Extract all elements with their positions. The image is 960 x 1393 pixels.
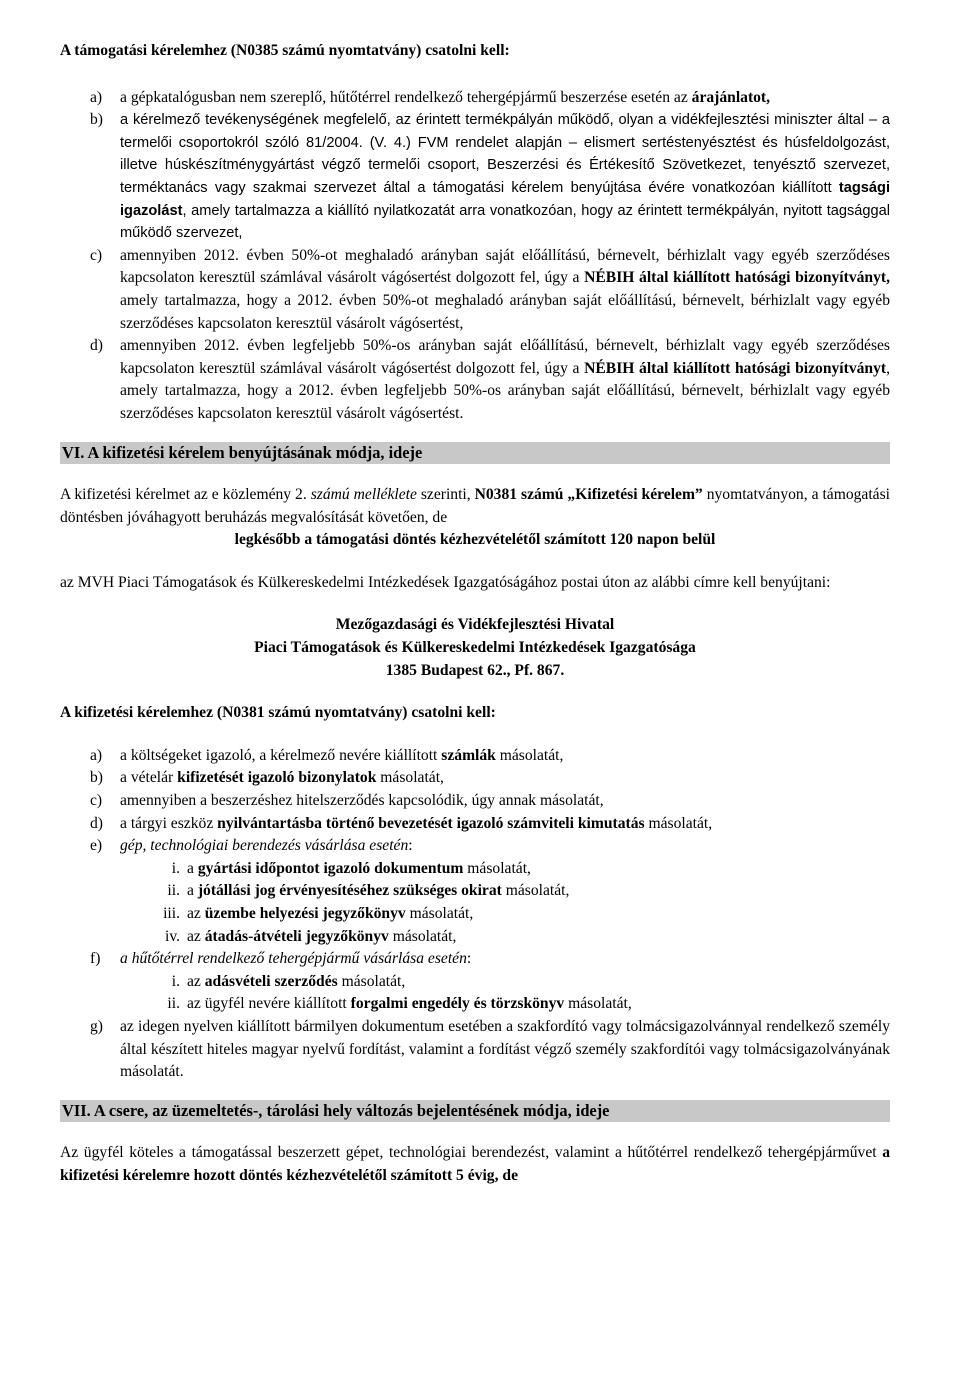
text-run: , amely tartalmazza a kiállító nyilatkozatát arra vonatkozóan, hogy az érintett termékpályán, nyitott tagsággal működő szervezet, <box>120 202 890 242</box>
text-run: a vételár <box>120 769 178 787</box>
list-item-label: b) <box>90 111 103 129</box>
list-item-label: e) <box>90 837 103 855</box>
list-item-text <box>120 245 890 335</box>
text-run: A kifizetési kérelmet az e közlemény 2. <box>60 486 311 504</box>
sub-list-item <box>60 971 890 994</box>
sub-list-item-number: iii. <box>163 905 180 922</box>
list-item <box>60 109 890 245</box>
text-run: átadás-átvételi jegyzőkönyv <box>204 927 389 945</box>
sub-list-item-number: iv. <box>164 927 180 945</box>
list-item-text <box>120 835 890 858</box>
sub-list-item <box>60 880 890 903</box>
list-item-label: d) <box>90 814 103 832</box>
address-line: 1385 Budapest 62., Pf. 867. <box>385 661 565 679</box>
sub-list-item <box>60 993 890 1016</box>
text-run: számú melléklete <box>310 486 417 504</box>
text-run: jótállási jog érvényesítéséhez szükséges okirat <box>197 882 502 900</box>
sub-list-item <box>60 903 890 926</box>
sub-list-item-number: ii. <box>167 995 180 1013</box>
text-run: másolatát, <box>495 746 564 764</box>
text-run: a kifizetési kérelemre hozott döntés kézhezvételétől számított 5 évig, de <box>60 1144 890 1184</box>
text-run: gyártási időpontot igazoló dokumentum <box>197 859 464 877</box>
text-run: másolatát, <box>388 927 457 945</box>
attachment-list-n0381 <box>60 745 890 1084</box>
text-run: másolatát, <box>644 814 713 832</box>
sub-list-item-number: i. <box>171 859 180 877</box>
text-run: nyilvántartásba történő bevezetését igazoló számviteli kimutatás <box>217 814 645 832</box>
text-run: amennyiben 2012. évben 50%-ot meghaladó arányban saját előállítású, bérnevelt, bérhizlalt vagy egyéb szerződéses kapcsolaton keresztül számlával vásárolt vágósertést dolgozott fel, úgy a <box>120 246 890 287</box>
text-run: NÉBIH által kiállított hatósági bizonyítványt, <box>584 269 890 287</box>
text-run: forgalmi engedély és törzskönyv <box>350 995 565 1013</box>
text-run: amely tartalmazza, hogy a 2012. évben 50%-ot meghaladó arányban saját előállítású, bérnevelt, bérhizlalt vagy egyéb szerződéses kapcsolaton keresztül vásárolt vágósertést, <box>120 291 890 332</box>
text-run: a tárgyi eszköz <box>120 814 218 832</box>
sub-list-item-text <box>187 926 890 949</box>
text-run: adásvételi szerződés <box>204 972 338 990</box>
list-item <box>60 87 890 110</box>
text-run: szerinti, <box>416 486 475 504</box>
sub-list-item-text <box>187 993 890 1016</box>
submission-paragraph: az MVH Piaci Támogatások és Külkereskedelmi Intézkedések Igazgatóságához postai úton az alábbi címre kell benyújtani: <box>60 573 831 591</box>
text-run: árajánlatot, <box>691 88 771 106</box>
address-line: Mezőgazdasági és Vidékfejlesztési Hivatal <box>335 616 615 634</box>
top-heading: A támogatási kérelemhez (N0385 számú nyomtatvány) csatolni kell: <box>60 42 510 59</box>
list-item-label: g) <box>90 1017 103 1035</box>
text-run: a költségeket igazoló, a kérelmező nevére kiállított <box>120 746 442 764</box>
list-item <box>60 245 890 335</box>
text-run: a <box>187 859 198 877</box>
sub-list-item-text <box>187 903 890 926</box>
attachment-list-n0385 <box>60 87 890 426</box>
text-run: az <box>187 972 205 990</box>
text-run: másolatát, <box>376 769 444 787</box>
text-run: másolatát, <box>405 905 474 922</box>
list-item <box>60 767 890 790</box>
text-run: Az ügyfél köteles a támogatással beszerzett gépet, technológiai berendezést, valamint a hűtőtérrel rendelkező tehergépjárművet <box>60 1144 883 1162</box>
section-7-title: VII. A csere, az üzemeltetés-, tárolási hely változás bejelentésének módja, ideje <box>60 1100 890 1123</box>
sub-list-item-text <box>187 858 890 881</box>
sub-list-item-text <box>187 971 890 994</box>
text-run: : <box>408 837 413 855</box>
list-item-label: a) <box>90 88 103 106</box>
text-run: gép, technológiai berendezés vásárlása esetén <box>120 837 409 855</box>
list-item-text <box>120 109 890 245</box>
text-run: másolatát, <box>564 995 632 1013</box>
text-run: az <box>187 927 205 945</box>
list-item-label: f) <box>90 950 101 968</box>
text-run: számlák <box>441 746 496 764</box>
list-item <box>60 835 890 858</box>
text-run: másolatát, <box>501 882 570 900</box>
sub-list-item <box>60 926 890 949</box>
list-item-text <box>120 813 890 836</box>
list-item-text <box>120 745 890 768</box>
list-item-label: b) <box>90 769 103 787</box>
list-item-text <box>120 767 890 790</box>
list-item <box>60 335 890 425</box>
sub-list-item <box>60 858 890 881</box>
text-run: az idegen nyelven kiállított bármilyen dokumentum esetében a szakfordító vagy tolmácsigazolvánnyal rendelkező személy által készített hiteles magyar nyelvű fordítást, valamint a fordítást végző személy szakfordítói vagy tolmácsigazolványának másolatát. <box>120 1017 890 1081</box>
address-line: Piaci Támogatások és Külkereskedelmi Intézkedések Igazgatósága <box>254 639 696 657</box>
list-item-text <box>120 335 890 425</box>
text-run: amennyiben a beszerzéshez hitelszerződés kapcsolódik, úgy annak másolatát, <box>120 792 604 810</box>
section-7-paragraph <box>60 1142 890 1187</box>
list-item <box>60 948 890 971</box>
list-item-text <box>120 948 890 971</box>
list-item-label: c) <box>90 246 103 264</box>
text-run: NÉBIH által kiállított hatósági bizonyítványt <box>584 359 887 377</box>
text-run: másolatát, <box>337 972 406 990</box>
text-run: a gépkatalógusban nem szereplő, hűtőtérrel rendelkező tehergépjármű beszerzése esetén az <box>120 88 692 106</box>
list-item <box>60 813 890 836</box>
list-item <box>60 1016 890 1084</box>
deadline-text: legkésőbb a támogatási döntés kézhezvételétől számított 120 napon belül <box>234 531 716 549</box>
section-6-title: VI. A kifizetési kérelem benyújtásának módja, ideje <box>60 442 890 465</box>
text-run: a <box>187 882 198 900</box>
text-run: a kérelmező tevékenységének megfelelő, az érintett termékpályán működő, olyan a vidékfejlesztési miniszter által – a termelői csoportokról szóló 81/2004. (V. 4.) FVM rendelet alapján – elismert sertéstenyésztést és húsfeldolgozást, illetve húskészítménygyártást végző termelői csoport, Beszerzési és Értékesítő Szövetkezet, tenyésztő szervezet, terméktanács vagy szakmai szervezet által a támogatási kérelem benyújtása évére vonatkozóan kiállított <box>120 112 890 196</box>
list-item-label: a) <box>90 746 103 764</box>
list-item <box>60 745 890 768</box>
sub-list-item-text <box>187 880 890 903</box>
section-6-paragraph <box>60 484 890 529</box>
text-run: : <box>466 950 472 968</box>
list-item-label: c) <box>90 792 103 810</box>
text-run: , amely tartalmazza, hogy a 2012. évben legfeljebb 50%-os arányban saját előállítású, bérnevelt, bérhizlalt vagy egyéb szerződéses kapcsolaton keresztül vásárolt vágósertést. <box>120 359 890 422</box>
text-run: az ügyfél nevére kiállított <box>187 995 351 1013</box>
list-item <box>60 790 890 813</box>
heading-n0381: A kifizetési kérelemhez (N0381 számú nyomtatvány) csatolni kell: <box>60 704 496 722</box>
list-item-text <box>120 1016 890 1084</box>
text-run: nyomtatványon, a támogatási döntésben jóváhagyott beruházás megvalósítását követően, de <box>60 486 891 526</box>
address-block <box>60 614 890 682</box>
text-run: üzembe helyezési jegyzőkönyv <box>204 905 406 922</box>
sub-list-item-number: ii. <box>167 882 180 900</box>
list-item-text <box>120 87 890 110</box>
text-run: a hűtőtérrel rendelkező tehergépjármű vásárlása esetén <box>120 950 467 968</box>
text-run: kifizetését igazoló bizonylatok <box>177 769 377 787</box>
text-run: N0381 számú „Kifizetési kérelem” <box>474 486 703 504</box>
text-run: másolatát, <box>463 859 531 877</box>
text-run: tagsági igazolást <box>120 179 890 219</box>
text-run: amennyiben 2012. évben legfeljebb 50%-os arányban saját előállítású, bérnevelt, bérhizlalt vagy egyéb szerződéses kapcsolaton keresztül számlával vásárolt vágósertést dolgozott fel, úgy a <box>120 337 890 377</box>
list-item-text <box>120 790 890 813</box>
text-run: az <box>187 905 205 922</box>
sub-list-item-number: i. <box>171 972 180 990</box>
list-item-label: d) <box>90 337 103 355</box>
